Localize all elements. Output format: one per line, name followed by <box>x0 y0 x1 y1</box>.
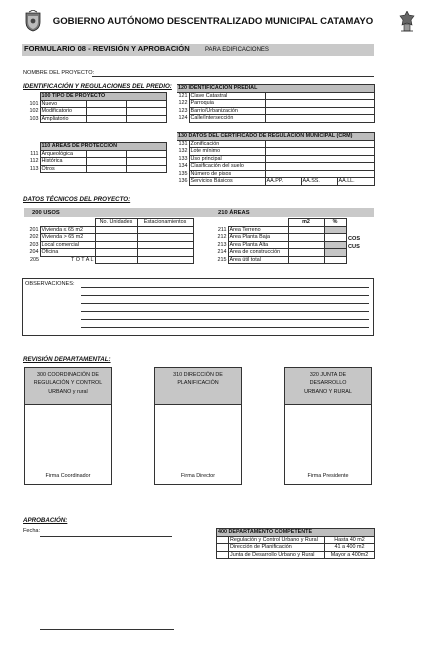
value-cell[interactable] <box>126 115 166 123</box>
table-row <box>216 234 346 242</box>
pct-cell <box>324 249 346 257</box>
table-row <box>177 163 374 171</box>
table-row <box>26 234 193 242</box>
form-subtitle: PARA EDIFICACIONES <box>205 46 269 53</box>
pct-cell <box>324 226 346 234</box>
table-row <box>217 551 375 559</box>
row-code: 112 <box>29 158 39 165</box>
signature-area[interactable] <box>155 405 241 470</box>
identificacion-title: IDENTIFICACIÓN Y REGULACIONES DEL PREDIO: <box>23 83 172 90</box>
areas-proteccion-header: 110 ÁREAS DE PROTECCIÓN <box>40 143 166 151</box>
value-cell[interactable] <box>126 150 166 158</box>
row-label: Vivienda ≤ 65 m2 <box>40 226 95 234</box>
row-label: Área de construcción <box>228 249 288 257</box>
col-m2: m2 <box>288 219 324 227</box>
datos-tecnicos-title: DATOS TÉCNICOS DEL PROYECTO: <box>23 196 131 203</box>
value-cell[interactable] <box>265 155 374 163</box>
row-label: Área Terreno <box>228 226 288 234</box>
value-cell[interactable] <box>265 170 374 178</box>
predial-header: 120 IDENTIFICACIÓN PREDIAL <box>177 85 374 93</box>
row-label: Local comercial <box>40 241 95 249</box>
servicio-aapp-cell[interactable]: AA.PP. <box>265 178 301 186</box>
row-range: 41 a 400 m2 <box>325 544 375 552</box>
value-cell[interactable] <box>288 256 324 264</box>
row-label: Otros <box>40 165 86 173</box>
departamento-header: 400 DEPARTAMENTO COMPETENTE <box>217 529 375 537</box>
table-row <box>177 148 374 156</box>
value-cell[interactable] <box>126 100 166 108</box>
row-code: 132 <box>178 148 188 155</box>
value-cell[interactable] <box>126 165 166 173</box>
areas-header: 210 ÁREAS <box>218 209 250 216</box>
table-row <box>26 165 166 173</box>
value-cell[interactable] <box>137 226 193 234</box>
table-row <box>177 92 374 100</box>
row-label: Número de pisos <box>189 170 265 178</box>
value-cell[interactable] <box>288 249 324 257</box>
value-cell[interactable] <box>95 234 137 242</box>
servicio-aass-cell[interactable]: AA.SS. <box>301 178 337 186</box>
row-label: Calle/Intersección <box>189 115 265 123</box>
row-label: Parroquia <box>189 100 265 108</box>
row-code: 134 <box>178 163 188 170</box>
row-code: 214 <box>217 249 227 256</box>
checkbox-cell[interactable] <box>217 536 229 544</box>
table-row <box>177 178 374 186</box>
row-label: Regulación y Control Urbano y Rural <box>229 536 325 544</box>
usos-table <box>26 218 194 264</box>
fecha-line[interactable] <box>40 536 172 537</box>
table-row <box>177 107 374 115</box>
pct-cell[interactable] <box>324 256 346 264</box>
value-cell[interactable] <box>95 256 137 264</box>
revision-box-footer: Firma Coordinador <box>45 472 91 479</box>
value-cell[interactable] <box>95 226 137 234</box>
row-code: 202 <box>29 234 39 241</box>
table-row <box>26 115 166 123</box>
row-label: Zonificación <box>189 140 265 148</box>
table-row <box>26 226 193 234</box>
revision-box-header: 320 JUNTA DE DESARROLLO URBANO Y RURAL <box>285 368 371 404</box>
row-code: 101 <box>29 100 39 107</box>
value-cell[interactable] <box>265 107 374 115</box>
aprobacion-title: APROBACIÓN: <box>23 517 68 524</box>
table-row <box>26 241 193 249</box>
row-code: 121 <box>178 92 188 99</box>
table-row <box>177 140 374 148</box>
row-code: 135 <box>178 170 188 177</box>
row-code: 133 <box>178 155 188 162</box>
table-row <box>177 155 374 163</box>
row-code: 215 <box>217 256 227 263</box>
observaciones-box[interactable] <box>22 278 374 336</box>
value-cell[interactable] <box>288 234 324 242</box>
row-code: 131 <box>178 140 188 147</box>
value-cell[interactable] <box>126 158 166 166</box>
table-row <box>26 158 166 166</box>
value-cell[interactable] <box>95 241 137 249</box>
table-row <box>216 249 346 257</box>
row-label: Vivienda > 65 m2 <box>40 234 95 242</box>
row-label: Clasificación del suelo <box>189 163 265 171</box>
revision-title: REVISIÓN DEPARTAMENTAL: <box>23 356 111 363</box>
areas-table <box>216 218 347 264</box>
crm-header: 130 DATOS DEL CERTIFICADO DE REGULACIÓN MUNICIPAL (CRM) <box>177 133 374 141</box>
value-cell[interactable] <box>265 115 374 123</box>
row-code: 103 <box>29 115 39 122</box>
col-pct: % <box>324 219 346 227</box>
row-range: Hasta 40 m2 <box>325 536 375 544</box>
row-range: Mayor a 400m2 <box>325 551 375 559</box>
value-cell[interactable] <box>126 108 166 116</box>
value-cell[interactable] <box>137 249 193 257</box>
fecha-label: Fecha: <box>23 528 41 534</box>
coat-of-arms-right-icon <box>398 11 416 33</box>
cus-label: CUS <box>348 244 360 250</box>
checkbox-cell[interactable] <box>86 108 126 116</box>
row-label: Área Planta Baja <box>228 234 288 242</box>
usos-header: 200 USOS <box>32 209 60 216</box>
row-label: Servicios Básicos <box>189 178 265 186</box>
row-label: Clave Catastral <box>189 92 265 100</box>
observaciones-label: OBSERVACIONES: <box>25 281 75 287</box>
row-label: Área útil total <box>228 256 288 264</box>
row-label: Junta de Desarrollo Urbano y Rural <box>229 551 325 559</box>
tipo-proyecto-table <box>26 92 167 123</box>
value-cell[interactable] <box>265 163 374 171</box>
revision-box-junta <box>284 367 372 485</box>
signature-line[interactable] <box>40 629 174 630</box>
row-label: Ampliatorio <box>40 115 86 123</box>
value-cell[interactable] <box>137 241 193 249</box>
revision-box-footer: Firma Presidente <box>307 472 349 479</box>
checkbox-cell[interactable] <box>86 115 126 123</box>
page-title: GOBIERNO AUTÓNOMO DESCENTRALIZADO MUNICIPAL CATAMAYO <box>52 16 374 27</box>
crm-table <box>177 132 375 186</box>
revision-box-coordinacion <box>24 367 112 485</box>
signature-area[interactable] <box>25 405 111 470</box>
value-cell[interactable] <box>95 249 137 257</box>
table-row <box>177 115 374 123</box>
col-unidades: No. Unidades <box>95 219 137 227</box>
row-label: Arqueológica <box>40 150 86 158</box>
value-cell[interactable] <box>265 148 374 156</box>
table-row <box>177 170 374 178</box>
row-code: 123 <box>178 107 188 114</box>
table-row <box>216 256 346 264</box>
table-row <box>217 536 375 544</box>
row-label: Modificatorio <box>40 108 86 116</box>
value-cell[interactable] <box>137 234 193 242</box>
project-name-line[interactable] <box>92 76 374 77</box>
checkbox-cell[interactable] <box>86 158 126 166</box>
row-label: Nuevo <box>40 100 86 108</box>
observaciones-line <box>81 287 369 288</box>
row-code: 213 <box>217 241 227 248</box>
row-label: Uso principal <box>189 155 265 163</box>
value-cell[interactable] <box>265 92 374 100</box>
col-estacionamientos: Estacionamientos <box>137 219 193 227</box>
coat-of-arms-left-icon <box>24 10 42 32</box>
departamento-competente-table <box>216 528 375 559</box>
observaciones-line <box>81 319 369 320</box>
checkbox-cell[interactable] <box>86 150 126 158</box>
revision-box-header: 310 DIRECCIÓN DE PLANIFICACIÓN <box>155 368 241 404</box>
form-title-band <box>22 44 374 56</box>
datos-tecnicos-band <box>24 208 374 217</box>
value-cell[interactable] <box>265 100 374 108</box>
tipo-proyecto-header: 100 TIPO DE PROYECTO <box>40 93 166 101</box>
observaciones-line <box>81 303 369 304</box>
checkbox-cell[interactable] <box>217 551 229 559</box>
row-code: 102 <box>29 108 39 115</box>
servicio-aall-cell[interactable]: AA.LL. <box>337 178 374 186</box>
row-code: 212 <box>217 234 227 241</box>
row-label: Área Planta Alta <box>228 241 288 249</box>
row-label: Dirección de Planificación <box>229 544 325 552</box>
table-row <box>216 226 346 234</box>
row-code: 113 <box>29 165 39 172</box>
signature-area[interactable] <box>285 405 371 470</box>
row-code: 124 <box>178 115 188 122</box>
row-code: 211 <box>217 226 227 233</box>
revision-box-planificacion <box>154 367 242 485</box>
checkbox-cell[interactable] <box>86 100 126 108</box>
table-row <box>26 100 166 108</box>
form-title: FORMULARIO 08 - REVISIÓN Y APROBACIÓN <box>24 44 190 53</box>
revision-box-footer: Firma Director <box>180 472 216 479</box>
row-code: 111 <box>30 150 39 157</box>
row-label: Histórica <box>40 158 86 166</box>
table-row <box>26 150 166 158</box>
row-code: 203 <box>29 241 39 248</box>
checkbox-cell[interactable] <box>86 165 126 173</box>
row-label: Barrio/Urbanización <box>189 107 265 115</box>
value-cell[interactable] <box>265 140 374 148</box>
table-row-total <box>26 256 193 264</box>
row-label: Oficina <box>40 249 95 257</box>
total-label: T O T A L <box>71 256 94 263</box>
revision-box-header: 300 COORDINACIÓN DE REGULACIÓN Y CONTROL URBANO y rural <box>25 368 111 404</box>
observaciones-line <box>81 295 369 296</box>
value-cell[interactable] <box>288 226 324 234</box>
row-code: 201 <box>29 226 39 233</box>
row-code: 136 <box>178 178 188 185</box>
cos-label: COS <box>348 236 361 242</box>
pct-cell <box>324 241 346 249</box>
identificacion-predial-table <box>177 84 375 123</box>
areas-proteccion-table <box>26 142 167 173</box>
table-row <box>26 108 166 116</box>
project-name-label: NOMBRE DEL PROYECTO: <box>23 70 95 76</box>
value-cell[interactable] <box>288 241 324 249</box>
table-row <box>217 544 375 552</box>
observaciones-line <box>81 311 369 312</box>
row-code: 205 <box>30 256 39 263</box>
row-label: Lote mínimo <box>189 148 265 156</box>
checkbox-cell[interactable] <box>217 544 229 552</box>
row-code: 122 <box>178 100 188 107</box>
pct-cell[interactable] <box>324 234 346 242</box>
table-row <box>216 241 346 249</box>
row-code: 204 <box>29 249 39 256</box>
table-row <box>26 249 193 257</box>
table-row <box>177 100 374 108</box>
observaciones-line <box>81 327 369 328</box>
value-cell[interactable] <box>137 256 193 264</box>
